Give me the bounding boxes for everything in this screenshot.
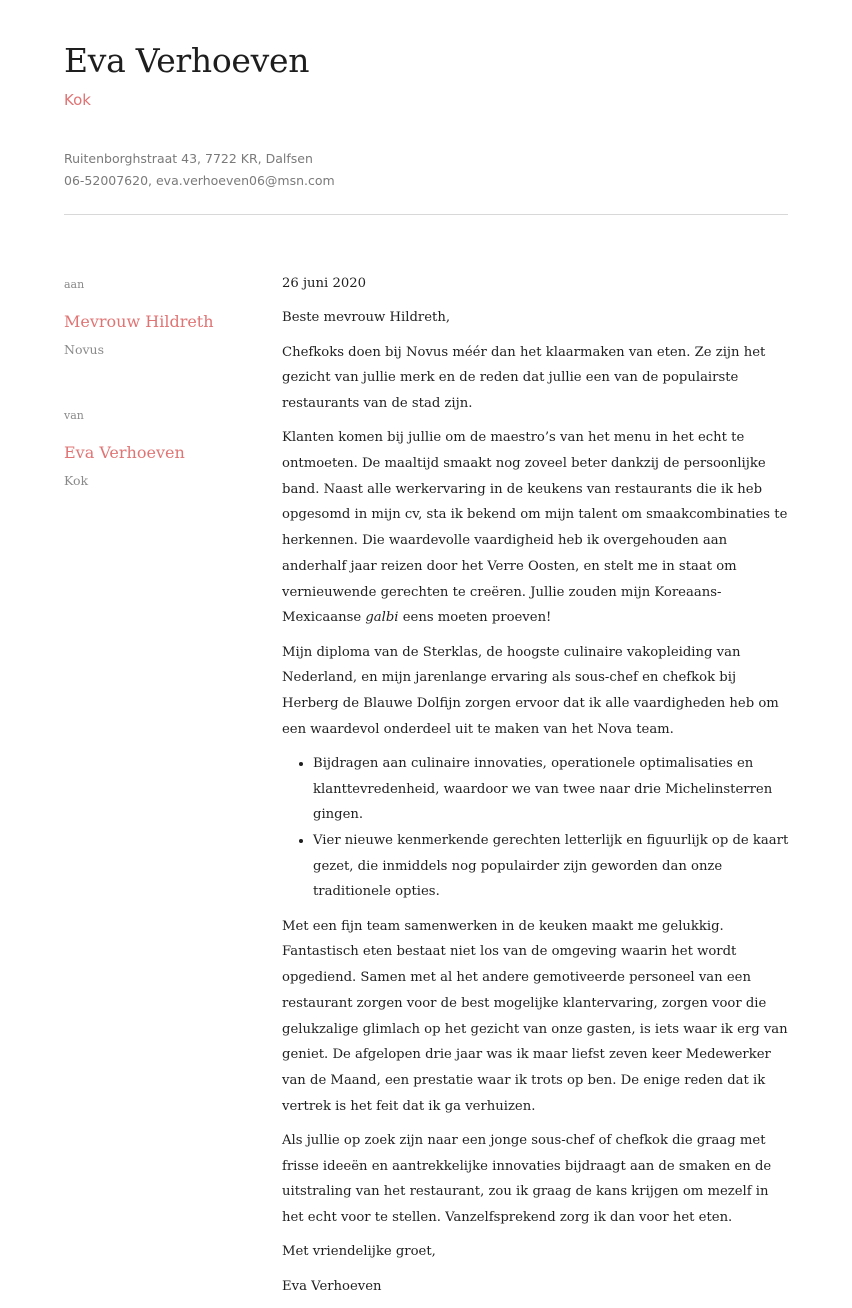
- applicant-contact: 06-52007620, eva.verhoeven06@msn.com: [64, 173, 335, 188]
- recipient-company: Novus: [64, 342, 104, 357]
- recipient-label: aan: [64, 278, 85, 291]
- letter-signature: Eva Verhoeven: [282, 1278, 382, 1294]
- applicant-role: Kok: [64, 91, 91, 109]
- list-item: • Vier nieuwe kenmerkende gerechten letterlijk en figuurlijk op de kaart gezet, die inmiddels nog populairder zijn geworden dan onze traditionele opties.: [313, 828, 790, 905]
- letter-salutation: Beste mevrouw Hildreth,: [282, 310, 451, 326]
- recipient-name: Mevrouw Hildreth: [64, 312, 214, 331]
- applicant-address: Ruitenborghstraat 43, 7722 KR, Dalfsen: [64, 151, 313, 166]
- letter-body: [282, 271, 790, 1308]
- letter-paragraph: Met een fijn team samenwerken in de keuken maakt me gelukkig. Fantastisch eten bestaat niet los van de omgeving waarin het wordt opgediend. Samen met al het andere gemotiveerde personeel van een restaurant zorgen voor de best mogelijke klantervaring, zorgen voor die gelukzalige glimlach op het gezicht van onze gasten, is iets waar ik erg van geniet. De afgelopen drie jaar was ik maar liefst zeven keer Medewerker van de Maand, een prestatie waar ik trots op ben. De enige reden dat ik vertrek is het feit dat ik ga verhuizen.: [282, 918, 788, 1114]
- sender-role: Kok: [64, 473, 89, 488]
- letter-date: 26 juni 2020: [282, 276, 367, 291]
- letter-paragraph: Mijn diploma van de Sterklas, de hoogste culinaire vakopleiding van Nederland, en mijn jarenlange ervaring als sous-chef en chefkok bij Herberg de Blauwe Dolfijn zorgen ervoor dat ik alle vaardigheden heb om een waardevol onderdeel uit te maken van het Nova team.: [282, 644, 779, 737]
- letter-closing: Met vriendelijke groet,: [282, 1244, 436, 1260]
- dish-name: galbi: [365, 610, 399, 626]
- letter-paragraph: [282, 425, 790, 631]
- header-divider: [64, 214, 788, 215]
- achievement-list: [282, 751, 790, 905]
- paragraph-text: eens moeten proeven!: [398, 610, 552, 626]
- letter-paragraph: Chefkoks doen bij Novus méér dan het klaarmaken van eten. Ze zijn het gezicht van jullie merk en de reden dat jullie een van de populairste restaurants van de stad zijn.: [282, 344, 766, 411]
- list-item: • Bijdragen aan culinaire innovaties, operationele optimalisaties en klanttevredenheid, waardoor we van twee naar drie Michelinsterren gingen.: [313, 751, 790, 828]
- letter-paragraph: Als jullie op zoek zijn naar een jonge sous-chef of chefkok die graag met frisse ideeën en aantrekkelijke innovaties bijdraagt aan de smaken en de uitstraling van het restaurant, zou ik graag de kans krijgen om mezelf in het echt voor te stellen. Vanzelfsprekend zorg ik dan voor het eten.: [282, 1132, 772, 1226]
- paragraph-text: Klanten komen bij jullie om de maestro’s van het menu in het echt te ontmoeten. De maaltijd smaakt nog zoveel beter dankzij de persoonlijke band. Naast alle werkervaring in de keukens van restaurants die ik heb opgesomd in mijn cv, sta ik bekend om mijn talent om smaakcombinaties te herkennen. Die waardevolle vaardigheid heb ik overgehouden aan anderhalf jaar reizen door het Verre Oosten, en stelt me in staat om vernieuwende gerechten te creëren. Jullie zouden mijn Koreaans-Mexicaanse: [282, 430, 788, 626]
- sender-label: van: [64, 409, 84, 422]
- applicant-name: Eva Verhoeven: [64, 41, 310, 80]
- sender-name: Eva Verhoeven: [64, 443, 185, 462]
